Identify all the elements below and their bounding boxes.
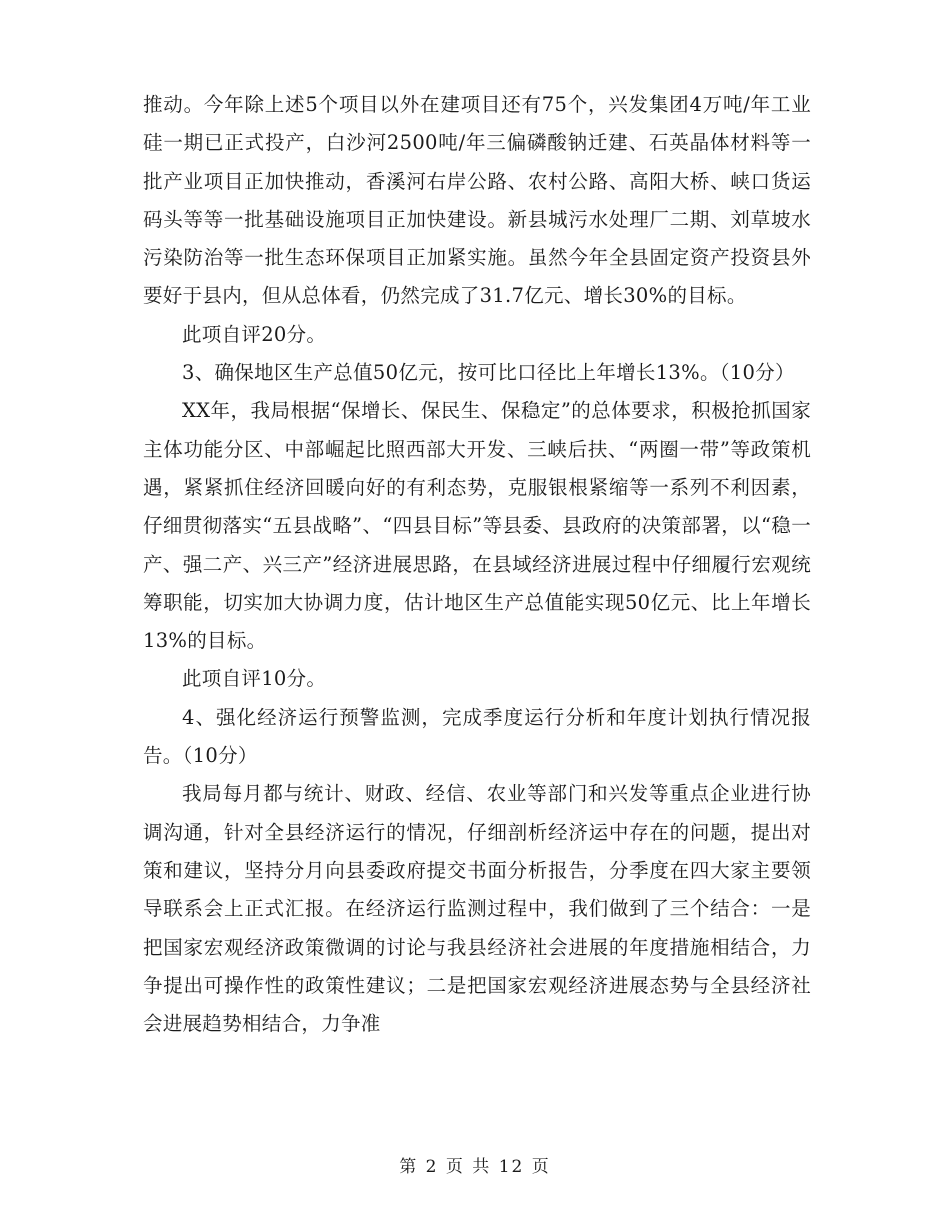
paragraph: 此项自评20分。 [182,322,327,346]
paragraph: 我局每月都与统计、财政、经信、农业等部门和兴发等重点企业进行协调沟通，针对全县经济运行的情况，仔细剖析经济运中存在的问题，提出对策和建议，坚持分月向县委政府提交书面分析报告，分季度在四大家主要领导联系会上正式汇报。在经济运行监测过程中，我们做到了三个结合：一是把国家宏观经济政策微调的讨论与我县经济社会进展的年度措施相结合，力争提出可操作性的政策性建议；二是把国家宏观经济进展态势与全县经济社会进展趋势相结合，力争准 [143,782,811,1036]
page-footer: 第 2 页 共 12 页 [399,1157,551,1177]
document-body [143,86,811,1043]
paragraph: 4、强化经济运行预警监测，完成季度运行分析和年度计划执行情况报告。（10分） [143,705,811,768]
paragraph: 3、确保地区生产总值50亿元，按可比口径比上年增长13%。（10分） [182,361,795,385]
paragraph: XX年，我局根据“保增长、保民生、保稳定”的总体要求，积极抢抓国家主体功能分区、中部崛起比照西部大开发、三峡后扶、“两圈一带”等政策机遇，紧紧抓住经济回暖向好的有利态势，克服银根紧缩等一系列不利因素，仔细贯彻落实“五县战略”、“四县目标”等县委、县政府的决策部署，以“稳一产、强二产、兴三产”经济进展思路，在县域经济进展过程中仔细履行宏观统筹职能，切实加大协调力度，估计地区生产总值能实现50亿元、比上年增长13%的目标。 [143,399,811,653]
paragraph: 推动。今年除上述5个项目以外在建项目还有75个，兴发集团4万吨/年工业硅一期已正式投产，白沙河2500吨/年三偏磷酸钠迁建、石英晶体材料等一批产业项目正加快推动，香溪河右岸公路、农村公路、高阳大桥、峡口货运码头等等一批基础设施项目正加快建设。新县城污水处理厂二期、刘草坡水污染防治等一批生态环保项目正加紧实施。虽然今年全县固定资产投资县外要好于县内，但从总体看，仍然完成了31.7亿元、增长30%的目标。 [143,93,811,308]
paragraph: 此项自评10分。 [182,667,327,691]
